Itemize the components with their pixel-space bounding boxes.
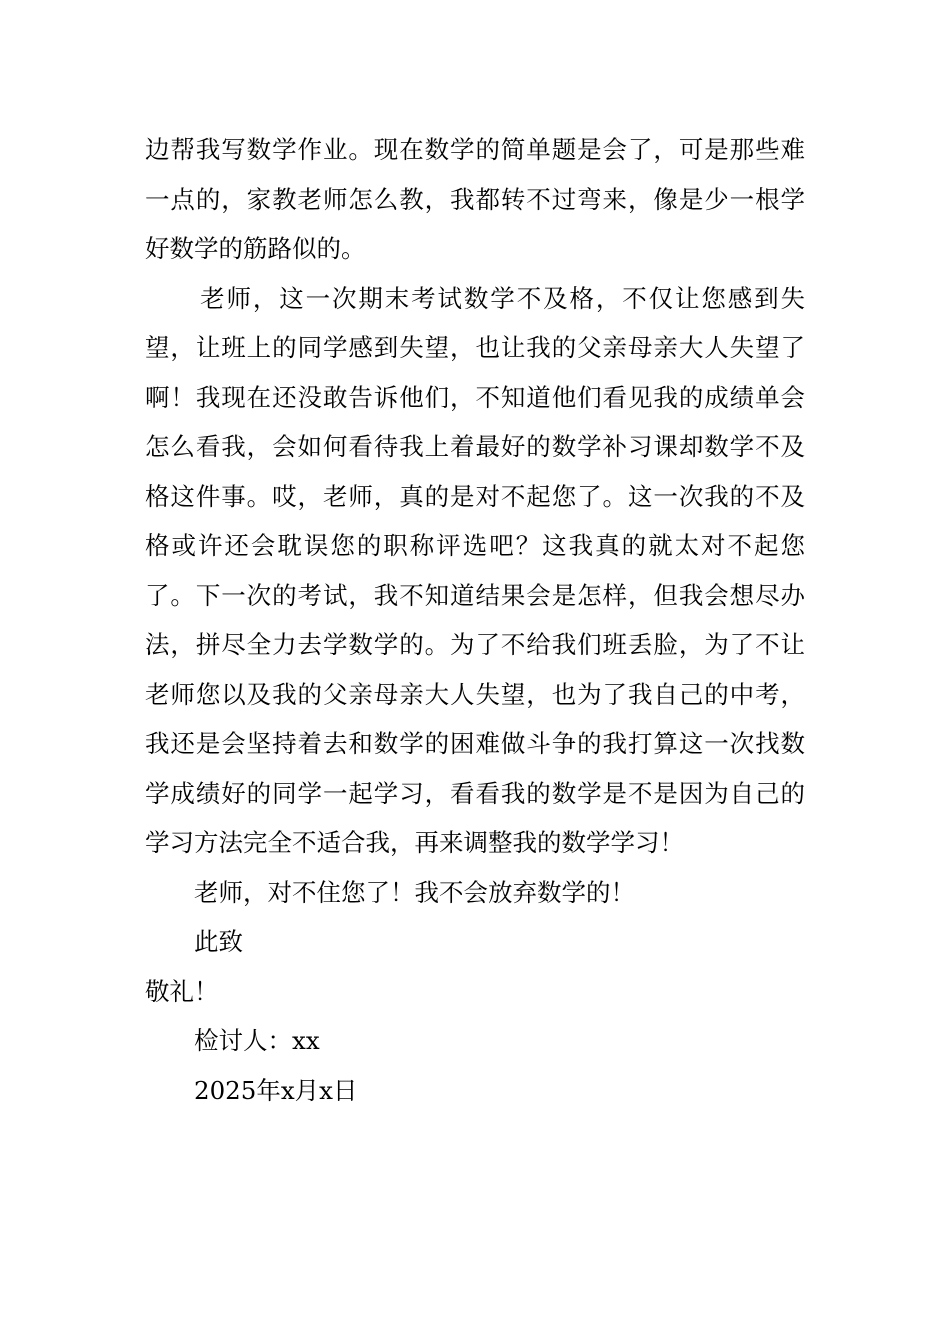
closing-phrase: 此致 xyxy=(194,927,243,956)
letter-body xyxy=(145,125,805,1115)
date: 2025年x月x日 xyxy=(194,1075,358,1105)
salute-phrase: 敬礼！ xyxy=(145,976,219,1006)
signature: 检讨人：xx xyxy=(194,1026,320,1055)
paragraph-apology: 老师，这一次期末考试数学不及格，不仅让您感到失望，让班上的同学感到失望，也让我的父亲母亲大人失望了啊！我现在还没敢告诉他们，不知道他们看见我的成绩单会怎么看我，会如何看待我上着最好的数学补习课却数学不及格这件事。哎，老师，真的是对不起您了。这一次我的不及格或许还会耽误您的职称评选吧？这我真的就太对不起您了。下一次的考试，我不知道结果会是怎样，但我会想尽办法，拼尽全力去学数学的。为了不给我们班丢脸，为了不让老师您以及我的父亲母亲大人失望，也为了我自己的中考，我还是会坚持着去和数学的困难做斗争的我打算这一次找数学成绩好的同学一起学习，看看我的数学是不是因为自己的学习方法完全不适合我，再来调整我的数学学习！ xyxy=(145,283,805,857)
paragraph-continuation: 边帮我写数学作业。现在数学的简单题是会了，可是那些难一点的，家教老师怎么教，我都转不过弯来，像是少一根学好数学的筋路似的。 xyxy=(145,135,805,263)
paragraph-promise: 老师，对不住您了！我不会放弃数学的！ xyxy=(194,877,635,907)
